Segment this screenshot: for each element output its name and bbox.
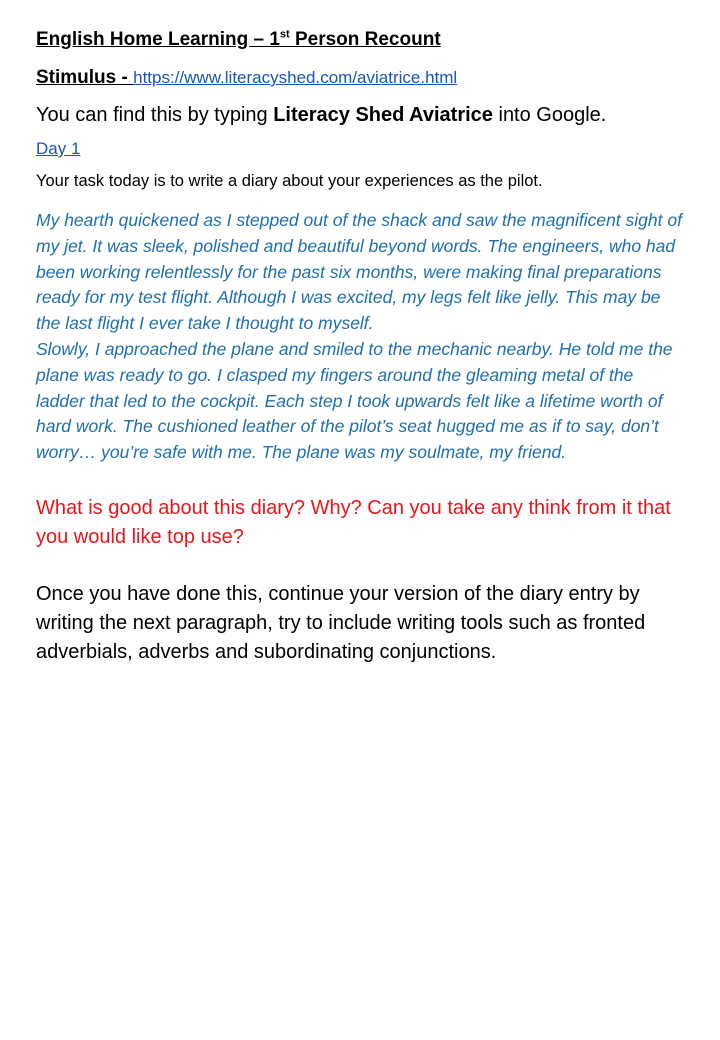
diary-paragraph-2: Slowly, I approached the plane and smiled to the mechanic nearby. He told me the plane was ready to go. I clasped my fingers around the gleaming metal of the ladder that led to the cockpit. Each step I took upwards felt like a lifetime worth of hard work. The cushioned leather of the pilot’s seat hugged me as if to say, don’t worry… you’re safe with me. The plane was my soulmate, my friend. — [36, 338, 673, 463]
continue-instruction: Once you have done this, continue your version of the diary entry by writing the next paragraph, try to include writing tools such as fronted adverbials, adverbs and subordinating conjunctions. — [36, 582, 646, 663]
question-prompt: What is good about this diary? Why? Can you take any think from it that you would like top use? — [36, 496, 671, 548]
search-term: Literacy Shed Aviatrice — [273, 104, 493, 126]
search-instruction-end: into Google. — [492, 104, 607, 126]
search-instruction-text: You can find this by typing — [36, 104, 274, 126]
stimulus-link[interactable]: https://www.literacyshed.com/aviatrice.html — [133, 68, 458, 87]
page-title — [36, 28, 686, 52]
title-text: English Home Learning – 1 — [36, 29, 280, 50]
diary-paragraph-1: My hearth quickened as I stepped out of the shack and saw the magnificent sight of my jet. It was sleek, polished and beautiful beyond words. The engineers, who had been working relentlessly for the past six months, were making final preparations ready for my test flight. Although I was excited, my legs felt like jelly. This may be the last flight I ever take I thought to myself. — [36, 210, 682, 334]
day-1-link[interactable]: Day 1 — [36, 139, 81, 158]
stimulus-label: Stimulus - — [36, 67, 134, 88]
search-instruction — [36, 102, 686, 128]
stimulus-line — [36, 66, 686, 90]
diary-example — [36, 208, 686, 466]
title-superscript: st — [279, 28, 290, 41]
day-line — [36, 138, 686, 160]
document-page — [36, 28, 686, 667]
title-text-end: Person Recount — [289, 29, 441, 50]
task-description: Your task today is to write a diary about your experiences as the pilot. — [36, 172, 543, 190]
